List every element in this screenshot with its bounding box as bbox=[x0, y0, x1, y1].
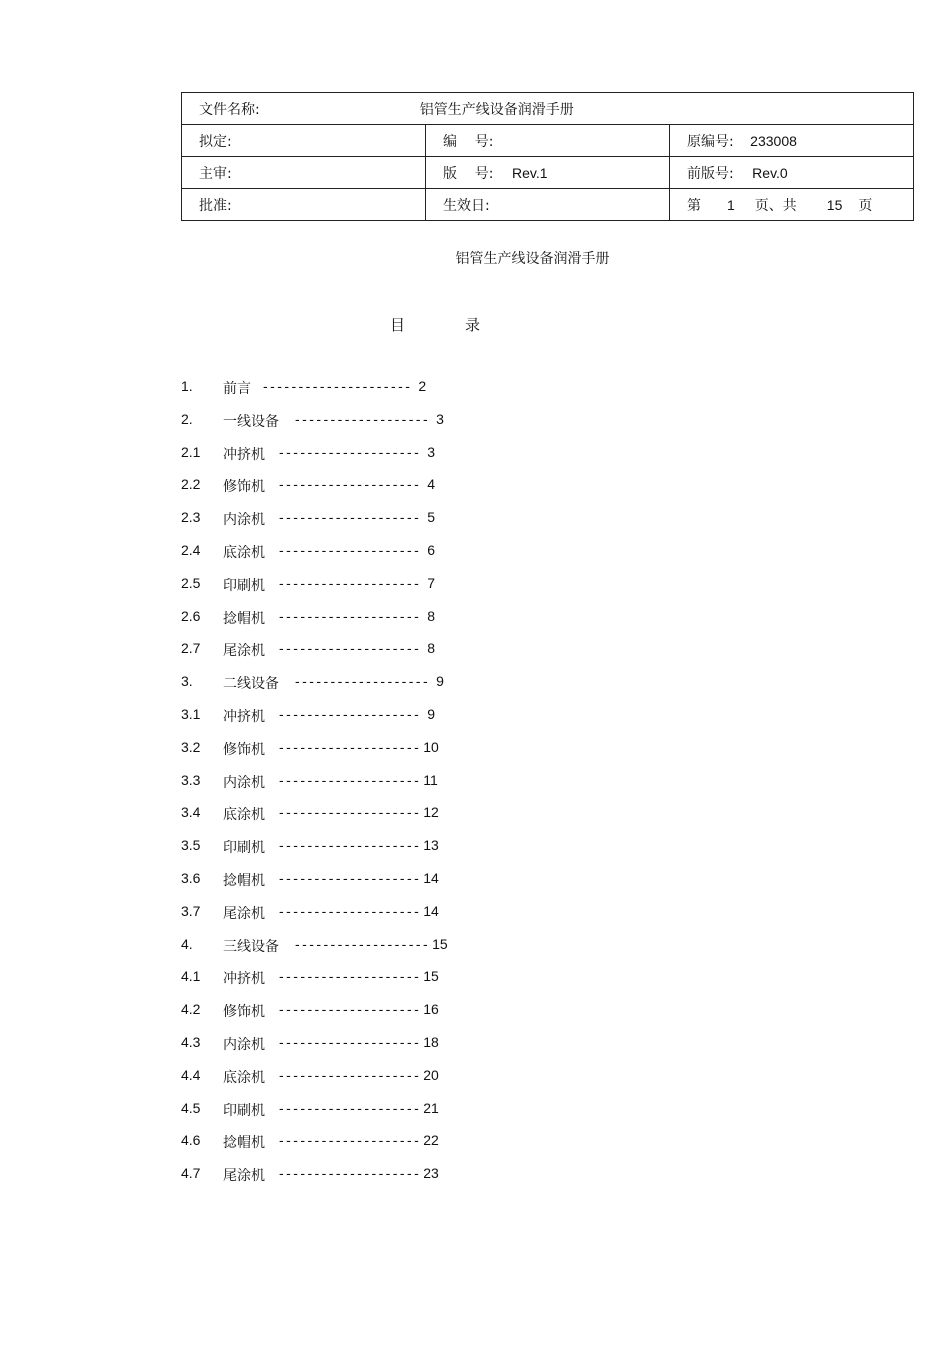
toc-entry-label: 修饰机 bbox=[223, 1004, 265, 1021]
toc-entry-number: 3. bbox=[181, 673, 193, 690]
toc-entry-page: 11 bbox=[423, 771, 438, 788]
toc-entry-number: 4.3 bbox=[181, 1033, 201, 1050]
toc-entry-leader: --------------------- bbox=[263, 378, 413, 394]
prev-version-value: Rev.0 bbox=[752, 164, 788, 181]
toc-entry-label: 底涂机 bbox=[223, 544, 265, 561]
toc-entry[interactable] bbox=[181, 804, 581, 837]
toc-entry-number: 2.6 bbox=[181, 607, 201, 624]
toc-entry-page: 14 bbox=[423, 902, 439, 919]
toc-entry-page: 3 bbox=[427, 443, 436, 460]
toc-entry[interactable] bbox=[181, 706, 581, 739]
toc-entry-label: 尾涂机 bbox=[223, 643, 265, 660]
toc-entry[interactable] bbox=[181, 509, 581, 542]
toc-entry-leader: -------------------- bbox=[279, 738, 422, 755]
toc-entry-number: 2.3 bbox=[181, 509, 201, 526]
toc-entry-number: 3.2 bbox=[181, 738, 201, 755]
toc-entry-page: 5 bbox=[427, 509, 436, 526]
toc-entry-page: 13 bbox=[423, 837, 439, 854]
version-value: Rev.1 bbox=[511, 164, 548, 181]
page-suffix: 页 bbox=[858, 196, 873, 213]
toc-entry[interactable] bbox=[181, 739, 581, 772]
toc-entry-leader: -------------------- bbox=[279, 1165, 422, 1182]
toc-entry-number: 3.4 bbox=[181, 804, 201, 821]
toc-entry-page: 10 bbox=[423, 738, 439, 755]
toc-entry-page: 23 bbox=[423, 1165, 439, 1182]
toc-entry[interactable] bbox=[181, 870, 581, 903]
toc-entry-page: 8 bbox=[427, 640, 436, 657]
toc-entry-leader: -------------------- bbox=[279, 509, 422, 526]
toc-entry-number: 3.7 bbox=[181, 902, 201, 919]
drafted-cell bbox=[182, 125, 426, 157]
toc-entry-leader: ------------------- bbox=[295, 410, 431, 427]
toc-entry[interactable] bbox=[181, 837, 581, 870]
toc-entry-number: 2.2 bbox=[181, 476, 201, 493]
toc-entry-leader: -------------------- bbox=[279, 1132, 422, 1149]
toc-entry-number: 2.4 bbox=[181, 541, 201, 558]
toc-entry-number: 3.1 bbox=[181, 705, 201, 722]
toc-entry-leader: -------------------- bbox=[279, 574, 422, 591]
toc-entry-label: 前言 bbox=[223, 381, 251, 397]
toc-entry-number: 3.5 bbox=[181, 837, 201, 854]
toc-entry[interactable] bbox=[181, 575, 581, 608]
toc-entry-leader: -------------------- bbox=[279, 541, 422, 558]
effective-date-cell bbox=[426, 189, 670, 221]
toc-entry[interactable] bbox=[181, 1001, 581, 1034]
toc-entry-page: 16 bbox=[423, 1001, 439, 1018]
approved-label: 批准: bbox=[199, 197, 232, 214]
toc-entry-page: 21 bbox=[423, 1099, 439, 1116]
toc-entry-label: 印刷机 bbox=[223, 577, 265, 594]
orig-number-value: 233008 bbox=[750, 132, 797, 149]
toc-entry[interactable] bbox=[181, 411, 581, 444]
reviewer-label: 主审: bbox=[199, 165, 232, 182]
toc-heading-left: 目 bbox=[390, 316, 406, 334]
toc-entry-leader: -------------------- bbox=[279, 443, 422, 460]
toc-entry[interactable] bbox=[181, 673, 581, 706]
toc-entry-label: 尾涂机 bbox=[223, 1168, 265, 1185]
toc-entry-leader: -------------------- bbox=[279, 1033, 422, 1050]
toc-entry-number: 2.7 bbox=[181, 640, 201, 657]
toc-entry-leader: -------------------- bbox=[279, 804, 422, 821]
toc-entry-label: 修饰机 bbox=[223, 741, 265, 758]
toc-entry-number: 4. bbox=[181, 935, 193, 952]
toc-entry-number: 4.6 bbox=[181, 1132, 201, 1149]
approved-cell bbox=[182, 189, 426, 221]
toc-heading bbox=[390, 314, 480, 335]
toc-entry-label: 一线设备 bbox=[223, 413, 279, 430]
file-name-label: 文件名称: bbox=[199, 101, 260, 118]
toc-entry-page: 22 bbox=[423, 1132, 439, 1149]
page-count-cell bbox=[670, 189, 914, 221]
toc-entry-number: 4.4 bbox=[181, 1066, 201, 1083]
toc-entry-label: 捻帽机 bbox=[223, 610, 265, 627]
toc-entry[interactable] bbox=[181, 1132, 581, 1165]
toc-entry-leader: -------------------- bbox=[279, 705, 422, 722]
toc-entry-label: 三线设备 bbox=[223, 938, 279, 955]
toc-entry[interactable] bbox=[181, 968, 581, 1001]
toc-entry-page: 8 bbox=[427, 607, 436, 624]
toc-entry[interactable] bbox=[181, 444, 581, 477]
effective-date-label: 生效日: bbox=[443, 197, 490, 214]
toc-entry-page: 6 bbox=[427, 541, 436, 558]
page-mid: 页、共 bbox=[754, 196, 797, 213]
page-total: 15 bbox=[826, 196, 843, 213]
toc-entry-page: 9 bbox=[427, 705, 436, 722]
toc-entry-page: 4 bbox=[427, 476, 436, 493]
toc-entry-leader: -------------------- bbox=[279, 1001, 422, 1018]
page-prefix: 第 bbox=[687, 196, 701, 213]
prev-version-cell bbox=[670, 157, 914, 189]
toc-entry[interactable] bbox=[181, 1100, 581, 1133]
toc-entry-number: 4.2 bbox=[181, 1001, 201, 1018]
toc-entry-number: 2. bbox=[181, 410, 193, 427]
document-subtitle: 铝管生产线设备润滑手册 bbox=[455, 251, 610, 267]
toc-entry-number: 3.3 bbox=[181, 771, 201, 788]
toc-entry[interactable] bbox=[181, 936, 581, 969]
toc-entry-label: 内涂机 bbox=[223, 1036, 265, 1053]
toc-entry-label: 捻帽机 bbox=[223, 1135, 265, 1152]
toc-entry-label: 捻帽机 bbox=[223, 872, 265, 889]
toc-entry-page: 18 bbox=[423, 1033, 439, 1050]
toc-entry-page: 7 bbox=[427, 574, 436, 591]
toc-entry[interactable] bbox=[181, 1067, 581, 1100]
toc-entry-leader: -------------------- bbox=[279, 902, 422, 919]
toc-entry-label: 冲挤机 bbox=[223, 971, 265, 988]
toc-entry-page: 20 bbox=[423, 1066, 439, 1083]
number-cell bbox=[426, 125, 670, 157]
version-label: 版 号: bbox=[443, 165, 494, 182]
toc-entry-page: 9 bbox=[436, 673, 444, 690]
toc-entry-number: 2.1 bbox=[181, 443, 201, 460]
file-name-value: 铝管生产线设备润滑手册 bbox=[419, 101, 574, 118]
toc-entry-label: 冲挤机 bbox=[223, 708, 265, 725]
toc-entry[interactable] bbox=[181, 1034, 581, 1067]
toc-entry-label: 尾涂机 bbox=[223, 905, 265, 922]
toc-entry-page: 15 bbox=[432, 935, 448, 952]
toc-entry-number: 4.7 bbox=[181, 1165, 201, 1182]
toc-entry-page: 15 bbox=[423, 968, 439, 985]
toc-entry-leader: ------------------- bbox=[295, 935, 431, 952]
toc-entry-number: 2.5 bbox=[181, 574, 201, 591]
toc-entry[interactable] bbox=[181, 378, 581, 411]
toc-heading-right: 录 bbox=[465, 316, 481, 334]
prev-version-label: 前版号: bbox=[687, 165, 734, 182]
toc-entry-label: 二线设备 bbox=[223, 676, 279, 693]
toc-entry-page: 2 bbox=[418, 378, 427, 394]
version-cell bbox=[426, 157, 670, 189]
orig-number-label: 原编号: bbox=[687, 133, 734, 150]
toc-entry-label: 印刷机 bbox=[223, 840, 265, 857]
toc-entry-number: 4.1 bbox=[181, 968, 201, 985]
toc-entry[interactable] bbox=[181, 542, 581, 575]
toc-entry-leader: -------------------- bbox=[279, 640, 422, 657]
toc-entry[interactable] bbox=[181, 1165, 581, 1198]
document-header-table bbox=[181, 92, 914, 221]
toc-entry-leader: -------------------- bbox=[279, 869, 422, 886]
toc-entry[interactable] bbox=[181, 608, 581, 641]
toc-entry-number: 4.5 bbox=[181, 1099, 201, 1116]
toc-entry-number: 1. bbox=[181, 378, 193, 394]
toc-entry-label: 底涂机 bbox=[223, 807, 265, 824]
toc-entry[interactable] bbox=[181, 772, 581, 805]
toc-entry-leader: ------------------- bbox=[295, 673, 431, 690]
drafted-label: 拟定: bbox=[199, 133, 232, 150]
orig-number-cell bbox=[670, 125, 914, 157]
toc-entry-leader: -------------------- bbox=[279, 476, 422, 493]
toc-entry-page: 3 bbox=[436, 410, 444, 427]
toc-entry-leader: -------------------- bbox=[279, 968, 422, 985]
toc-entry-label: 修饰机 bbox=[223, 479, 265, 496]
toc-entry-leader: -------------------- bbox=[279, 837, 422, 854]
page-current: 1 bbox=[727, 196, 735, 213]
file-name-cell bbox=[182, 93, 914, 125]
toc-entry[interactable] bbox=[181, 640, 581, 673]
reviewer-cell bbox=[182, 157, 426, 189]
toc-entry-leader: -------------------- bbox=[279, 1066, 422, 1083]
toc-entry-label: 内涂机 bbox=[223, 512, 265, 529]
toc-entry-leader: -------------------- bbox=[279, 607, 422, 624]
toc-entry-page: 12 bbox=[423, 804, 439, 821]
table-of-contents bbox=[181, 378, 581, 1198]
toc-entry[interactable] bbox=[181, 476, 581, 509]
toc-entry-label: 底涂机 bbox=[223, 1069, 265, 1086]
number-label: 编 号: bbox=[443, 133, 494, 150]
toc-entry-leader: -------------------- bbox=[279, 1099, 422, 1116]
toc-entry-label: 印刷机 bbox=[223, 1102, 265, 1119]
toc-entry-page: 14 bbox=[423, 869, 439, 886]
toc-entry-label: 内涂机 bbox=[223, 774, 265, 791]
toc-entry-leader: -------------------- bbox=[279, 771, 422, 788]
toc-entry-label: 冲挤机 bbox=[223, 446, 265, 463]
toc-entry-number: 3.6 bbox=[181, 869, 201, 886]
toc-entry[interactable] bbox=[181, 903, 581, 936]
